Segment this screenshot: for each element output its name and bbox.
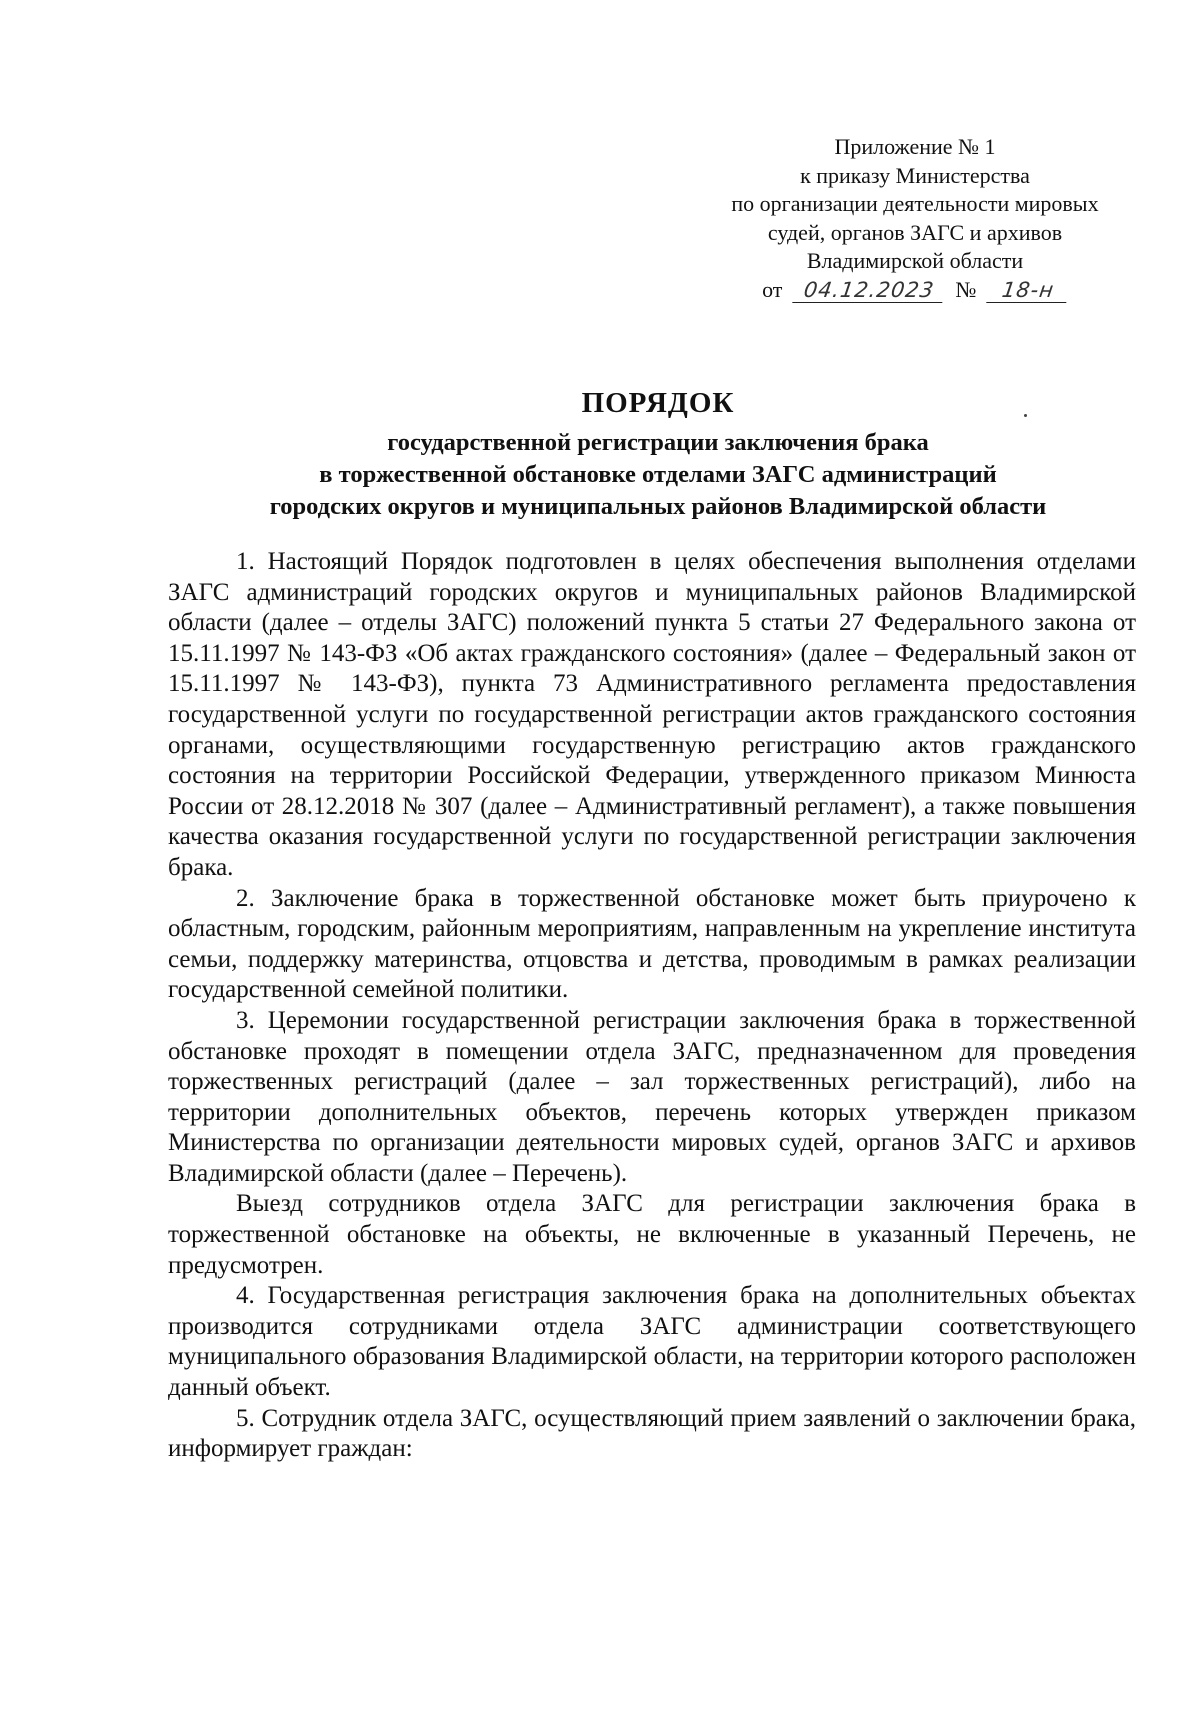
appendix-line: по организации деятельности мировых <box>731 191 1099 216</box>
paragraph-2: 2. Заключение брака в торжественной обстановке может быть приурочено к областным, городским, районным мероприятиям, направленным на укрепление института семьи, поддержку материнства, отцовства и детства, проводимым в рамках реализации государственной семейной политики. <box>168 884 1136 1004</box>
paragraph-3: 3. Церемонии государственной регистрации заключения брака в торжественной обстановке проходят в помещении отдела ЗАГС, предназначенном для проведения торжественных регистраций (далее – зал торжественных регистраций), либо на территории дополнительных объектов, перечень которых утвержден приказом Министерства по организации деятельности мировых судей, органов ЗАГС и архивов Владимирской области (далее – Перечень). <box>168 1006 1136 1187</box>
title-block <box>168 385 1148 523</box>
date-prefix: от <box>762 276 783 302</box>
paragraph-1: 1. Настоящий Порядок подготовлен в целях обеспечения выполнения отделами ЗАГС администраций городских округов и муниципальных районов Владимирской области (далее – отделы ЗАГС) положений пункта 5 статьи 27 Федерального закона от 15.11.1997 № 143-ФЗ «Об актах гражданского состояния» (далее – Федеральный закон от 15.11.1997 № 143-ФЗ), пункта 73 Административного регламента предоставления государственной услуги по государственной регистрации актов гражданского состояния органами, осуществляющими государственную регистрацию актов гражданского состояния на территории Российской Федерации, утвержденного приказом Минюста России от 28.12.2018 № 307 (далее – Административный регламент), а также повышения качества оказания государственной услуги по государственной регистрации заключения брака. <box>168 548 1136 881</box>
appendix-header <box>700 133 1130 304</box>
subtitle-line: государственной регистрации заключения брака <box>387 429 929 456</box>
appendix-line: Приложение № 1 <box>834 134 996 159</box>
subtitle-line: в торжественной обстановке отделами ЗАГС администраций <box>319 461 997 488</box>
number-prefix: № <box>955 276 977 302</box>
appendix-line: к приказу Министерства <box>800 162 1030 188</box>
handwritten-number: 18-н <box>986 278 1070 303</box>
paragraph-3-continued: Выезд сотрудников отдела ЗАГС для регистрации заключения брака в торжественной обстановке на объекты, не включенные в указанный Перечень, не предусмотрен. <box>168 1190 1136 1279</box>
paragraph-4: 4. Государственная регистрация заключения брака на дополнительных объектах производится сотрудниками отдела ЗАГС администрации соответствующего муниципального образования Владимирской области, на территории которого расположен данный объект. <box>168 1282 1136 1402</box>
appendix-line: судей, органов ЗАГС и архивов <box>767 219 1063 245</box>
appendix-date-line <box>700 276 1130 305</box>
document-body <box>168 547 1136 1465</box>
appendix-line: Владимирской области <box>806 248 1024 273</box>
subtitle-line: городских округов и муниципальных районов Владимирской области <box>269 493 1047 520</box>
paragraph-5: 5. Сотрудник отдела ЗАГС, осуществляющий прием заявлений о заключении брака, информирует граждан: <box>168 1404 1136 1463</box>
document-title: ПОРЯДОК <box>581 387 735 419</box>
handwritten-date: 04.12.2023 <box>792 278 946 303</box>
